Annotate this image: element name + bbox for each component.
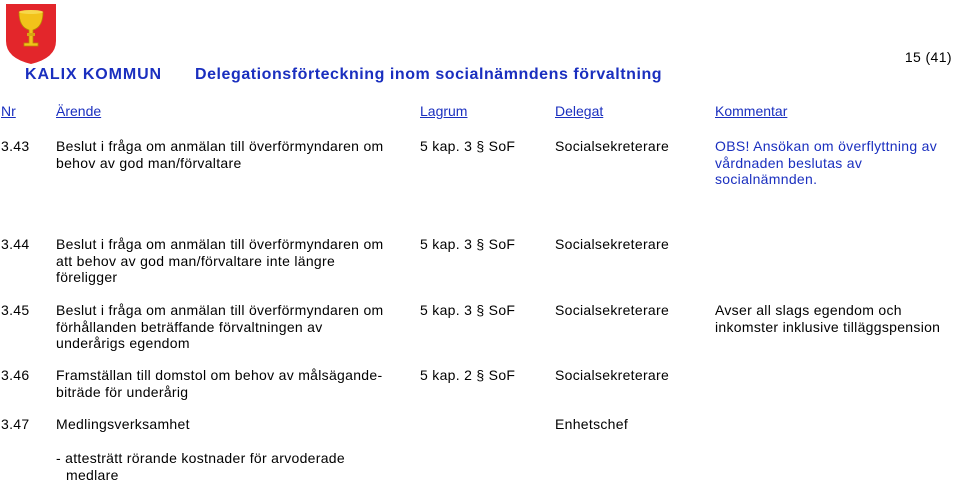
row-number: 3.43 [1, 138, 29, 155]
row-description [56, 367, 382, 400]
kalix-coat-of-arms-logo [5, 3, 57, 65]
row-description [56, 138, 384, 171]
column-header-kommentar: Kommentar [715, 103, 787, 119]
row-number: 3.45 [1, 302, 29, 319]
row-number: 3.47 [1, 416, 29, 433]
description-line: föreligger [56, 269, 384, 286]
row-lagrum: 5 kap. 3 § SoF [420, 302, 515, 319]
row-delegat: Enhetschef [555, 416, 628, 433]
column-header-arende: Ärende [56, 103, 101, 119]
sub-item-line: medlare [56, 467, 345, 483]
column-header-nr: Nr [1, 103, 16, 119]
comment-line: OBS! Ansökan om överflyttning av [715, 138, 937, 155]
row-lagrum: 5 kap. 3 § SoF [420, 236, 515, 253]
page-number: 15 (41) [905, 49, 952, 65]
row-description [56, 416, 190, 433]
row-description [56, 302, 384, 352]
comment-line: inkomster inklusive tilläggspension [715, 319, 940, 336]
row-number: 3.44 [1, 236, 29, 253]
document-title: Delegationsförteckning inom socialnämndens förvaltning [195, 66, 662, 84]
description-line: att behov av god man/förvaltare inte längre [56, 253, 384, 270]
sub-item-line: - attesträtt rörande kostnader för arvoderade [56, 450, 345, 467]
description-line: behov av god man/förvaltare [56, 155, 384, 172]
description-line: förhållanden beträffande förvaltningen av [56, 319, 384, 336]
comment-line: Avser all slags egendom och [715, 302, 940, 319]
org-name: KALIX KOMMUN [25, 66, 162, 84]
row-comment [715, 302, 940, 335]
description-line: Beslut i fråga om anmälan till överförmyndaren om [56, 302, 384, 319]
description-line: Framställan till domstol om behov av målsägande- [56, 367, 382, 384]
row-delegat: Socialsekreterare [555, 138, 669, 155]
comment-line: vårdnaden beslutas av [715, 155, 937, 172]
row-lagrum: 5 kap. 3 § SoF [420, 138, 515, 155]
description-line: Beslut i fråga om anmälan till överförmyndaren om [56, 138, 384, 155]
row-description [56, 236, 384, 286]
row-lagrum: 5 kap. 2 § SoF [420, 367, 515, 384]
row-number: 3.46 [1, 367, 29, 384]
description-line: Medlingsverksamhet [56, 416, 190, 433]
description-line: biträde för underårig [56, 384, 382, 401]
row-delegat: Socialsekreterare [555, 302, 669, 319]
row-comment [715, 138, 937, 188]
row-delegat: Socialsekreterare [555, 367, 669, 384]
row-delegat: Socialsekreterare [555, 236, 669, 253]
column-header-lagrum: Lagrum [420, 103, 467, 119]
column-header-delegat: Delegat [555, 103, 603, 119]
comment-line: socialnämnden. [715, 171, 937, 188]
description-line: Beslut i fråga om anmälan till överförmyndaren om [56, 236, 384, 253]
description-line: underårigs egendom [56, 335, 384, 352]
sub-item [56, 450, 345, 483]
